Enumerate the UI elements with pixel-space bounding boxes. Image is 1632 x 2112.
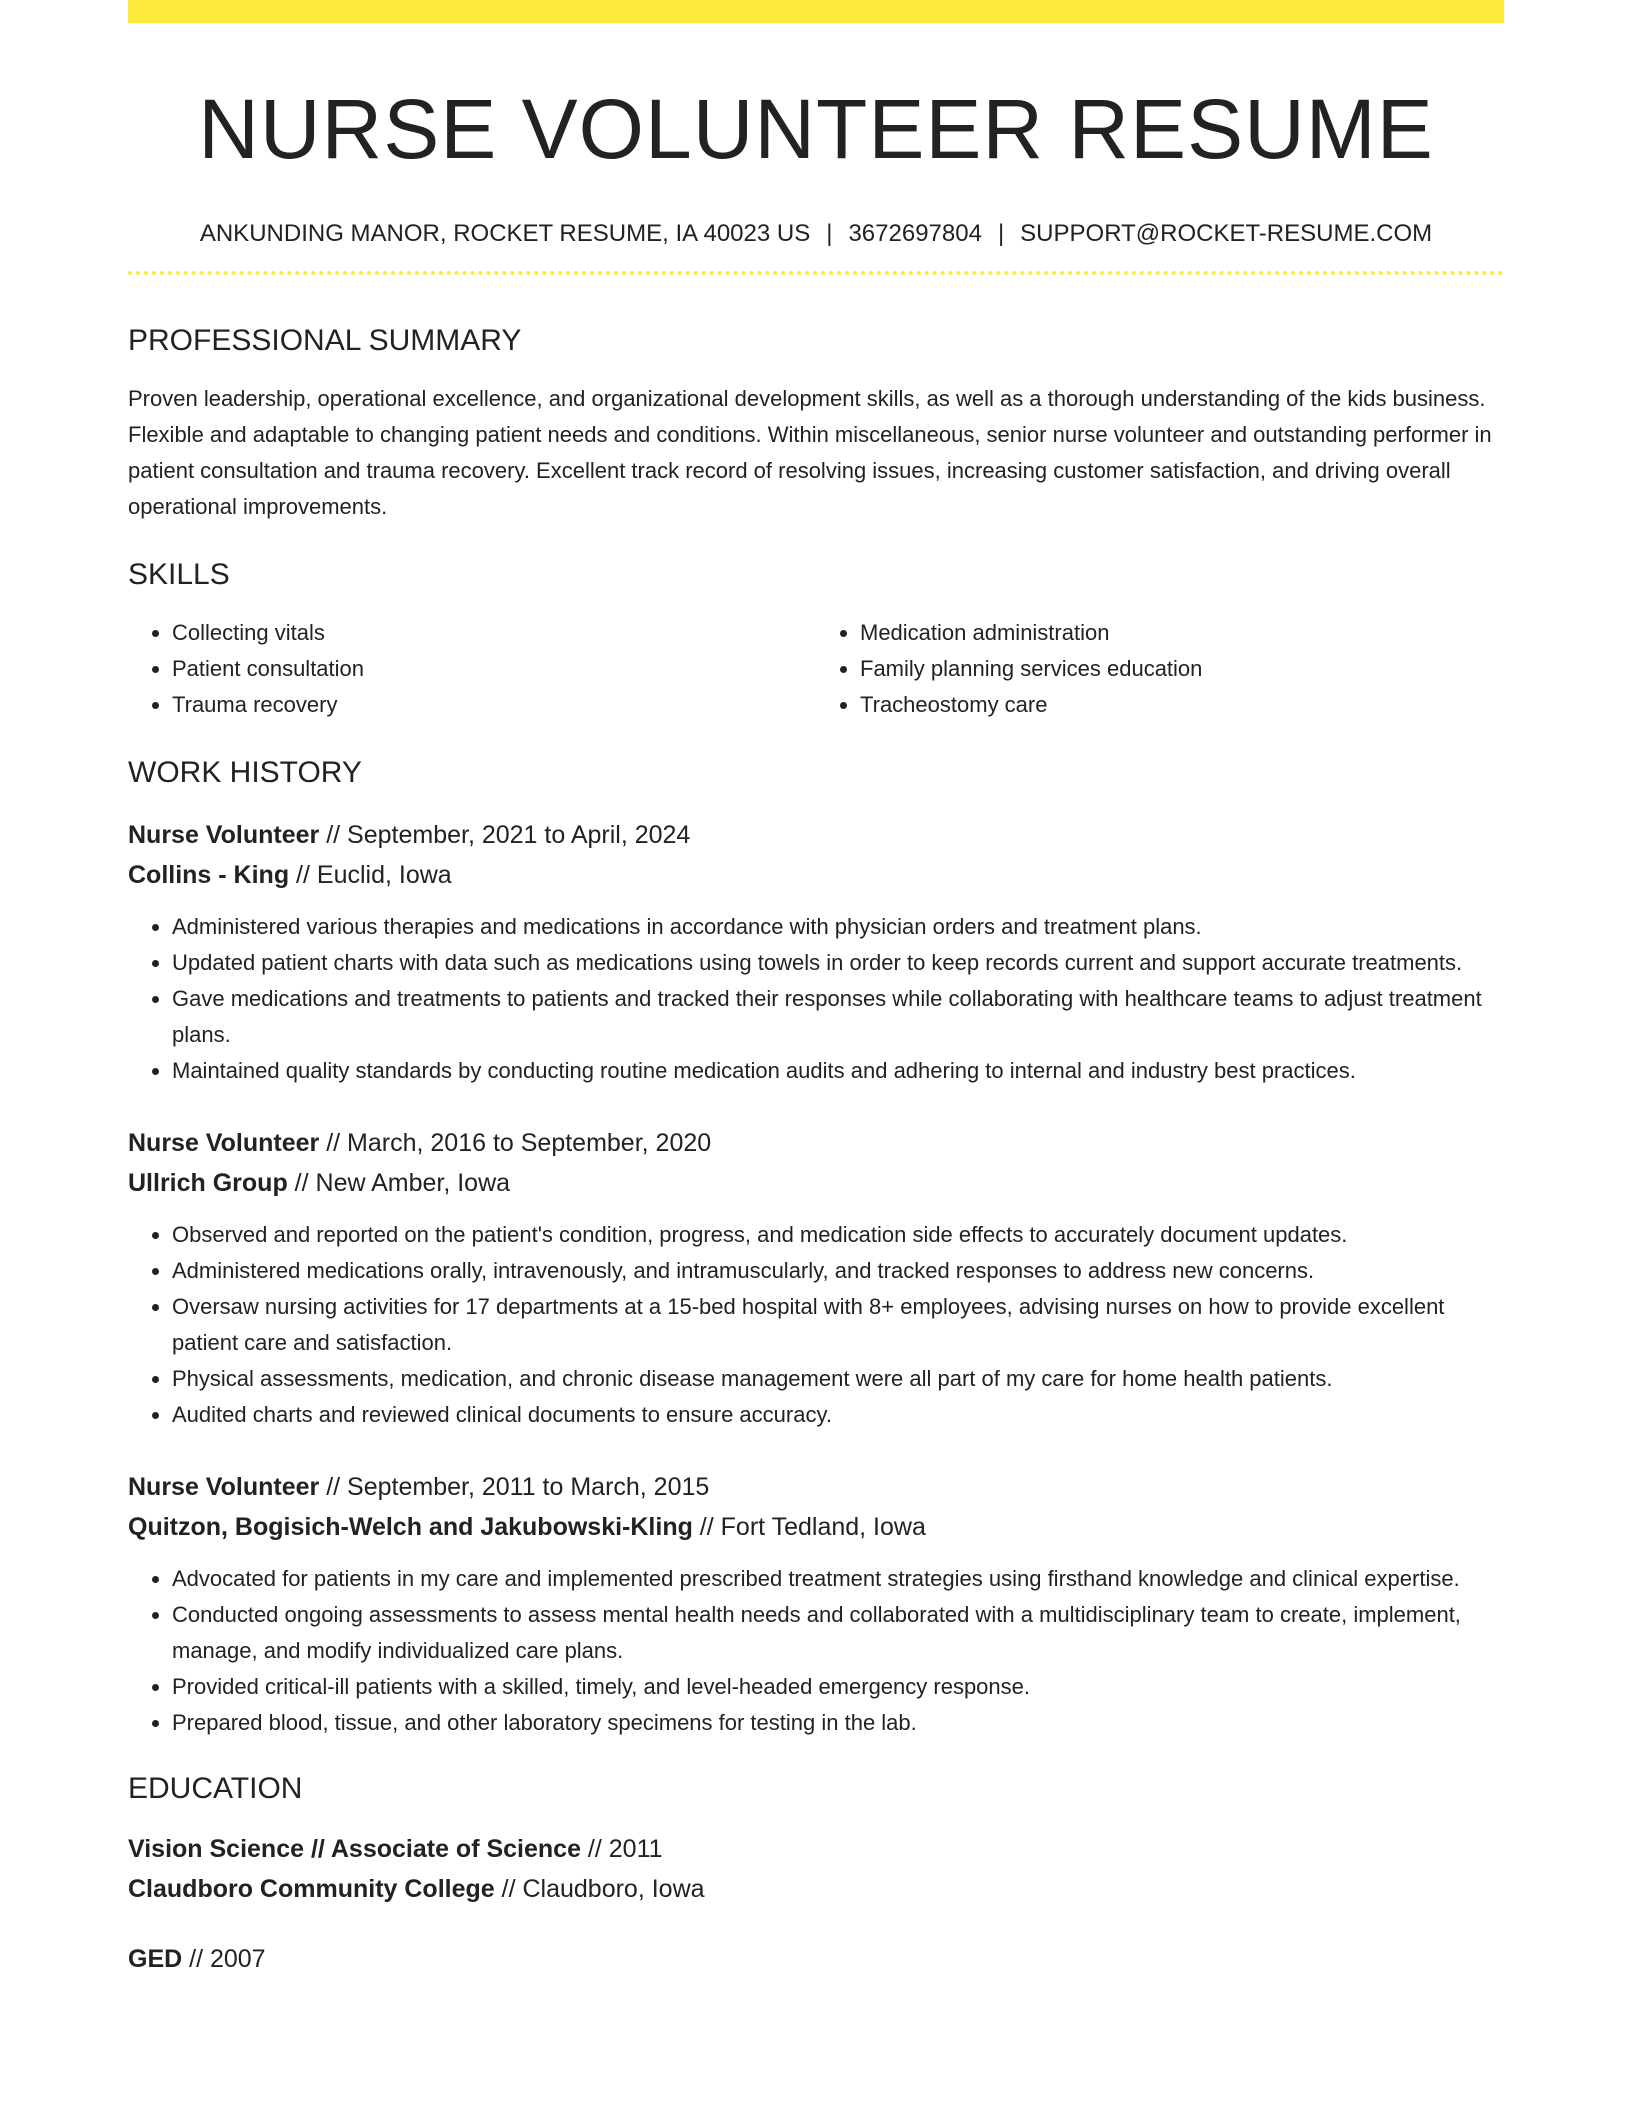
contact-line [128, 219, 1504, 249]
job-bullet: • Maintained quality standards by conducting routine medication audits and adhering to internal and industry best practices. [172, 1053, 1504, 1089]
job-company-line [128, 1163, 1504, 1203]
job-location: // New Amber, Iowa [287, 1169, 511, 1197]
job-company: Collins - King [128, 861, 290, 889]
dotted-divider [128, 271, 1504, 275]
skill-item: • Family planning services education [860, 651, 1504, 687]
skill-item: • Tracheostomy care [860, 687, 1504, 723]
job-company: Quitzon, Bogisich-Welch and Jakubowski-Kling [128, 1513, 693, 1541]
job-bullets [128, 909, 1504, 1089]
job-bullet: • Prepared blood, tissue, and other laboratory specimens for testing in the lab. [172, 1705, 1504, 1741]
education-degree: Vision Science // Associate of Science [128, 1835, 581, 1863]
job-dates: // September, 2021 to April, 2024 [319, 821, 691, 849]
skills-columns [128, 615, 1504, 723]
job-bullet: • Advocated for patients in my care and implemented prescribed treatment strategies using firsthand knowledge and clinical expertise. [172, 1561, 1504, 1597]
skills-heading: SKILLS [128, 558, 230, 591]
work-history-heading: WORK HISTORY [128, 756, 362, 789]
contact-address: ANKUNDING MANOR, ROCKET RESUME, IA 40023 US [199, 220, 811, 247]
education-degree-line [128, 1939, 1504, 1979]
job-bullet: • Oversaw nursing activities for 17 departments at a 15-bed hospital with 8+ employees, advising nurses on how to provide excellent patient care and satisfaction. [172, 1289, 1504, 1361]
job-bullet: • Conducted ongoing assessments to assess mental health needs and collaborated with a multidisciplinary team to create, implement, manage, and modify individualized care plans. [172, 1597, 1504, 1669]
job-company: Ullrich Group [128, 1169, 288, 1197]
contact-phone: 3672697804 [848, 220, 982, 247]
resume-title: NURSE VOLUNTEER RESUME [198, 82, 1434, 176]
job-bullet: • Observed and reported on the patient's condition, progress, and medication side effects to accurately document updates. [172, 1217, 1504, 1253]
job-bullet: • Provided critical-ill patients with a skilled, timely, and level-headed emergency response. [172, 1669, 1504, 1705]
education-entry [128, 1829, 1504, 1909]
job-entry [128, 815, 1504, 1089]
job-bullet: • Physical assessments, medication, and chronic disease management were all part of my care for home health patients. [172, 1361, 1504, 1397]
resume-page [128, 0, 1504, 1979]
job-bullet: • Updated patient charts with data such as medications using towels in order to keep records current and support accurate treatments. [172, 945, 1504, 981]
education-entry [128, 1939, 1504, 1979]
job-dates: // March, 2016 to September, 2020 [319, 1129, 712, 1157]
job-bullets [128, 1561, 1504, 1741]
job-location: // Euclid, Iowa [289, 861, 452, 889]
education-degree: GED [128, 1945, 183, 1973]
skill-item: • Trauma recovery [172, 687, 816, 723]
summary-text: Proven leadership, operational excellence, and organizational development skills, as well as a thorough understanding of the kids business. Flexible and adaptable to changing patient needs and conditions. Within miscellaneous, senior nurse volunteer and outstanding performer in patient consultation and trauma recovery. Excellent track record of resolving issues, increasing customer satisfaction, and driving overall operational improvements. [128, 386, 1492, 519]
job-title: Nurse Volunteer [128, 1129, 320, 1157]
skill-item: • Patient consultation [172, 651, 816, 687]
education-school: Claudboro Community College [128, 1875, 495, 1903]
job-entry [128, 1467, 1504, 1741]
education-school-line [128, 1869, 1504, 1909]
job-bullet: • Audited charts and reviewed clinical documents to ensure accuracy. [172, 1397, 1504, 1433]
job-title: Nurse Volunteer [128, 1473, 320, 1501]
education-heading: EDUCATION [128, 1772, 303, 1805]
job-bullets [128, 1217, 1504, 1433]
job-company-line [128, 855, 1504, 895]
contact-separator: | [997, 220, 1005, 247]
job-title-line [128, 1123, 1504, 1163]
job-bullet: • Administered various therapies and medications in accordance with physician orders and treatment plans. [172, 909, 1504, 945]
education-degree-line [128, 1829, 1504, 1869]
skill-item: • Medication administration [860, 615, 1504, 651]
summary-heading: PROFESSIONAL SUMMARY [128, 324, 522, 357]
contact-email: SUPPORT@ROCKET-RESUME.COM [1020, 220, 1433, 247]
job-bullet: • Gave medications and treatments to patients and tracked their responses while collaborating with healthcare teams to adjust treatment plans. [172, 981, 1504, 1053]
job-dates: // September, 2011 to March, 2015 [319, 1473, 710, 1501]
skill-item: • Collecting vitals [172, 615, 816, 651]
education-year: // 2011 [580, 1835, 663, 1863]
contact-separator: | [826, 220, 833, 247]
job-title-line [128, 1467, 1504, 1507]
job-entry [128, 1123, 1504, 1433]
skills-list-left [128, 615, 816, 723]
skills-list-right [816, 615, 1504, 723]
job-title: Nurse Volunteer [128, 821, 320, 849]
job-title-line [128, 815, 1504, 855]
education-location: // Claudboro, Iowa [494, 1875, 705, 1903]
job-location: // Fort Tedland, Iowa [692, 1513, 926, 1541]
job-company-line [128, 1507, 1504, 1547]
job-bullet: • Administered medications orally, intravenously, and intramuscularly, and tracked responses to address new concerns. [172, 1253, 1504, 1289]
accent-top-bar [128, 0, 1504, 23]
education-year: // 2007 [182, 1945, 266, 1973]
